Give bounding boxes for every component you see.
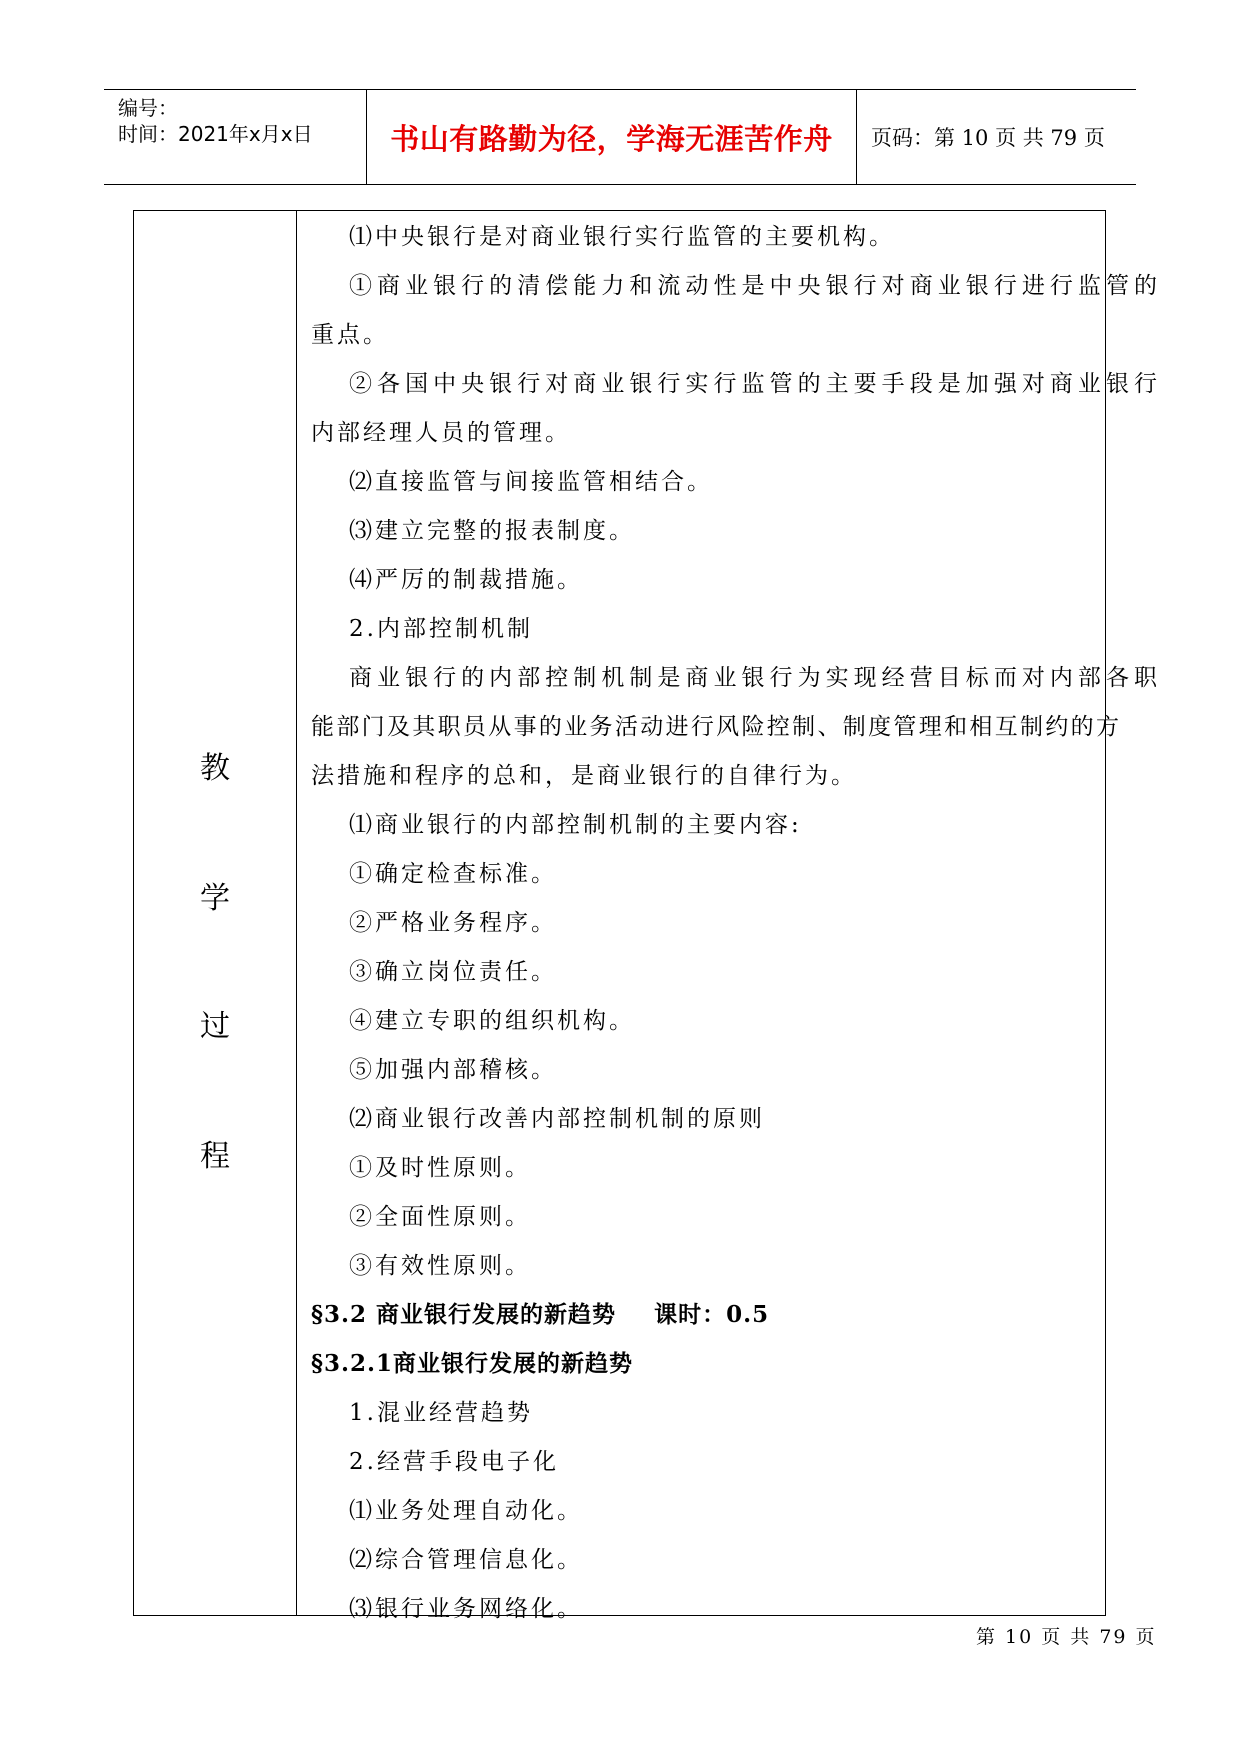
lesson-table xyxy=(133,210,1157,1622)
section-heading-hours: 课时：0.5 xyxy=(654,1301,770,1328)
content-line: ⑶银行业务网络化。 xyxy=(349,1596,583,1622)
motto-text: 书山有路勤为径，学海无涯苦作舟 xyxy=(390,121,833,156)
content-line: ⑴商业银行的内部控制机制的主要内容: xyxy=(349,812,802,838)
content-line: ②各国中央银行对商业银行实行监管的主要手段是加强对商业银行 xyxy=(349,371,1157,397)
content-line: 2.经营手段电子化 xyxy=(349,1449,559,1475)
content-line: ②严格业务程序。 xyxy=(349,910,557,936)
content-line: 1.混业经营趋势 xyxy=(349,1400,533,1426)
content-line: ⑷严厉的制裁措施。 xyxy=(349,567,583,593)
header-motto-cell xyxy=(366,90,857,184)
content-line: ⑵商业银行改善内部控制机制的原则 xyxy=(349,1106,765,1132)
content-line: ⑴业务处理自动化。 xyxy=(349,1498,583,1524)
section-char-4: 程 xyxy=(200,1139,230,1174)
section-heading-title: §3.2 商业银行发展的新趋势 xyxy=(311,1301,617,1328)
content-line: 2.内部控制机制 xyxy=(349,616,533,642)
section-label-column xyxy=(134,211,297,1615)
header-page-cell xyxy=(857,90,1136,184)
content-column xyxy=(297,211,1157,1622)
page-info: 页码：第 10 页 共 79 页 xyxy=(871,126,1105,150)
section-char-3: 过 xyxy=(200,1009,230,1044)
content-line: ⑶建立完整的报表制度。 xyxy=(349,518,635,544)
content-line: ②全面性原则。 xyxy=(349,1204,531,1230)
content-line: ④建立专职的组织机构。 xyxy=(349,1008,635,1034)
content-line: ⑤加强内部稽核。 xyxy=(349,1057,557,1083)
content-line: 法措施和程序的总和，是商业银行的自律行为。 xyxy=(311,763,857,789)
page-footer: 第 10 页 共 79 页 xyxy=(976,1626,1157,1648)
content-line: 重点。 xyxy=(311,322,389,348)
content-line: ⑴中央银行是对商业银行实行监管的主要机构。 xyxy=(349,224,895,250)
page-header xyxy=(104,89,1136,185)
content-line: ③确立岗位责任。 xyxy=(349,959,557,985)
content-line: 内部经理人员的管理。 xyxy=(311,420,571,446)
content-line: ③有效性原则。 xyxy=(349,1253,531,1279)
content-line: 能部门及其职员从事的业务活动进行风险控制、制度管理和相互制约的方 xyxy=(311,714,1119,740)
content-line: ①确定检查标准。 xyxy=(349,861,557,887)
header-meta-cell xyxy=(104,90,366,184)
section-heading xyxy=(297,1291,1119,1339)
subsection-heading: §3.2.1商业银行发展的新趋势 xyxy=(311,1350,634,1377)
section-char-1: 教 xyxy=(200,751,230,786)
content-line: 商业银行的内部控制机制是商业银行为实现经营目标而对内部各职 xyxy=(349,665,1157,691)
section-char-2: 学 xyxy=(200,881,230,916)
serial-label: 编号： xyxy=(118,96,178,120)
content-line: ①及时性原则。 xyxy=(349,1155,531,1181)
time-label: 时间：2021年x月x日 xyxy=(118,122,313,146)
content-line: ⑵综合管理信息化。 xyxy=(349,1547,583,1573)
content-line: ①商业银行的清偿能力和流动性是中央银行对商业银行进行监管的 xyxy=(349,273,1157,299)
content-line: ⑵直接监管与间接监管相结合。 xyxy=(349,469,713,495)
